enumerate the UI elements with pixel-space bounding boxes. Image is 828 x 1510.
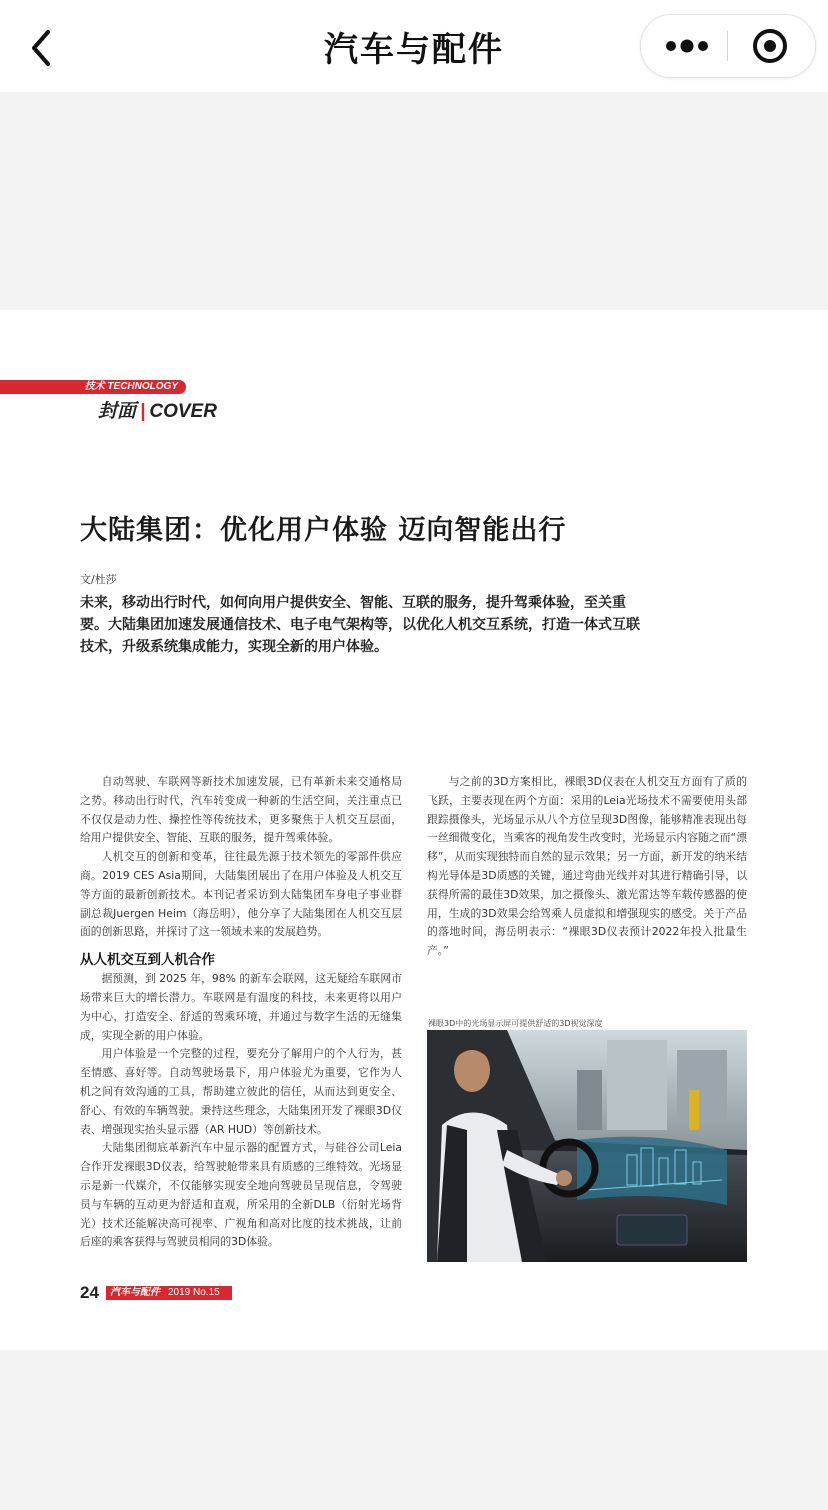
page-number: 24 (80, 1283, 99, 1302)
body-paragraph: 大陆集团彻底革新汽车中显示器的配置方式，与硅谷公司Leia合作开发裸眼3D仪表，给驾驶舱带来具有质感的三维特效。光场显示是新一代媒介，不仅能够实现安全地向驾驶员呈现信息，令驾驶员与车辆的互动更为舒适和直观，所采用的全新DLB（衍射光场背光）技术还能解决高可视率、广视角和高对比度的技术挑战，让前后座的乘客获得与驾驶员相同的3D体验。 (80, 1141, 402, 1249)
close-button[interactable] (728, 15, 815, 77)
page-title: 汽车与配件 (324, 30, 504, 70)
right-column (427, 773, 747, 961)
article-author: 文/杜莎 (80, 573, 117, 586)
body-paragraph: 用户体验是一个完整的过程，要充分了解用户的个人行为，甚至情感、喜好等。自动驾驶场景下，用户体验尤为重要，它作为人机之间有效沟通的工具，帮助建立彼此的信任，从而达到更安全、舒心、有效的车辆驾驶。秉持这些理念，大陆集团开发了裸眼3D仪表、增强现实抬头显示器（AR HUD）等创新技术。 (80, 1047, 402, 1136)
article-headline: 大陆集团：优化用户体验 迈向智能出行 (80, 515, 567, 546)
cover-label-cn: 封面 (98, 401, 137, 422)
article-lede: 未来，移动出行时代，如何向用户提供安全、智能、互联的服务，提升驾乘体验，至关重要。大陆集团加速发展通信技术、电子电气架构等，以优化人机交互系统，打造一体式互联技术，升级系统集成能力，实现全新的用户体验。 (80, 595, 640, 655)
target-close-icon (728, 15, 815, 77)
issue-number: 2019 No.15 (168, 1287, 220, 1298)
section-subheading: 从人机交互到人机合作 (80, 952, 215, 969)
page-background-top (0, 92, 828, 310)
cover-label-separator: | (140, 401, 146, 422)
mini-program-capsule (640, 14, 816, 78)
photo-caption: 裸眼3D中的光场显示屏可提供舒适的3D视觉深度 (428, 1019, 603, 1028)
page-background-bottom (0, 1350, 828, 1510)
body-paragraph: 与之前的3D方案相比，裸眼3D仪表在人机交互方面有了质的飞跃，主要表现在两个方面：采用的Leia光场技术不需要使用头部跟踪摄像头，光场显示从八个方位呈现3D图像，能够精准表现出每一丝细微变化，当乘客的视角发生改变时，光场显示内容随之而“漂移”，从而实现独特而自然的显示效果；另一方面，新开发的纳米结构光导体是3D质感的关键，通过弯曲光线并对其进行精确引导，以获得所需的最佳3D效果，加之摄像头、激光雷达等车载传感器的使用，生成的3D效果会给驾乘人员虚拟和增强现实的感受。关于产品的落地时间，海岳明表示：“裸眼3D仪表预计2022年投入批量生产。” (427, 775, 747, 958)
section-tag (0, 380, 186, 394)
section-tag-text: 技术 TECHNOLOGY (84, 381, 178, 392)
body-paragraph: 人机交互的创新和变革，往往最先源于技术领先的零部件供应商。2019 CES Asia期间，大陆集团展出了在用户体验及人机交互等方面的最新创新技术。本刊记者采访到大陆集团车身电子事业群副总裁Juergen Heim（海岳明），他分享了大陆集团在人机交互层面的创新思路，并探讨了这一领域未来的发展趋势。 (80, 850, 402, 939)
body-paragraph: 自动驾驶、车联网等新技术加速发展，已有革新未来交通格局之势。移动出行时代，汽车转变成一种新的生活空间，关注重点已不仅仅是动力性、操控性等传统技术，更多聚焦于人机交互层面，给用户提供安全、智能、互联的服务，提升驾乘体验。 (80, 775, 402, 845)
cover-label-en: COVER (149, 401, 217, 422)
more-button[interactable] (641, 15, 727, 77)
left-column (80, 773, 402, 1252)
top-nav-bar (0, 0, 828, 92)
magazine-badge (106, 1286, 232, 1300)
more-dots-icon (641, 15, 727, 77)
body-paragraph: 据预测，到 2025 年，98% 的新车会联网，这无疑给车联网市场带来巨大的增长潜力。车联网是有温度的科技，未来更将以用户为中心，打造安全、舒适的驾乘环境，并通过与数字生活的无缝集成，实现全新的用户体验。 (80, 972, 402, 1042)
cover-label (98, 396, 217, 423)
car-cockpit-photo (427, 1030, 747, 1262)
magazine-name: 汽车与配件 (110, 1287, 160, 1298)
magazine-page-image (0, 310, 828, 1350)
